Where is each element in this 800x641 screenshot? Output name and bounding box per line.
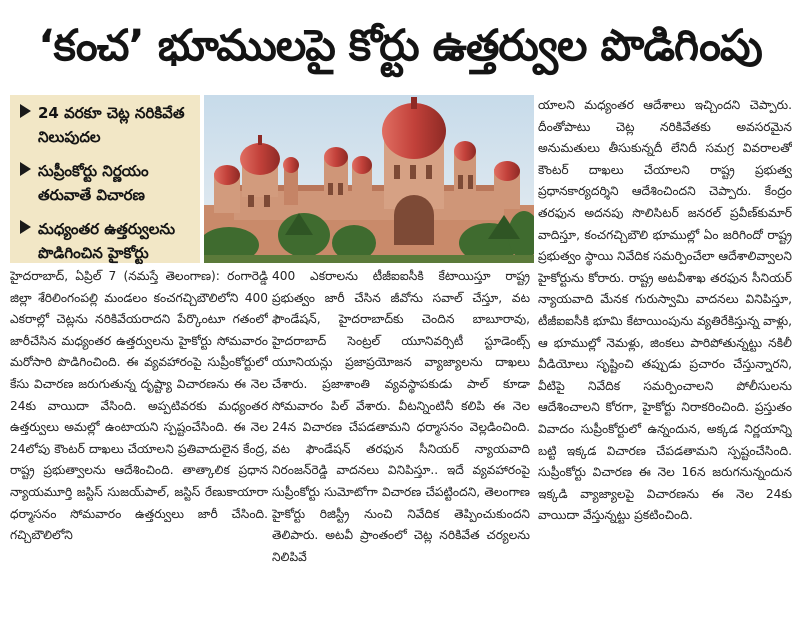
article-text: హైదరాబాద్, ఏప్రిల్ 7 (నమస్తే తెలంగాణ): రంగారెడ్డి జిల్లా శేరిలింగంపల్లి మండలం కంచగచ్చిబౌలిలోని 400 ఎకరాల్లో చెట్లను నరికివేయరాదని పేర్కొంటూ గతంలో జారీచేసిన మధ్యంతర ఉత్తర్వులను హైకోర్టు సోమవారం మరోసారి పొడిగించింది. ఈ వ్యవహారంపై సుప్రీంకోర్టులో కేసు విచారణ జరుగుతున్న దృష్ట్యా విచారణను ఈ నెల 24కు వాయిదా వేసింది. అప్పటివరకు మధ్యంతర ఉత్తర్వులు అమల్లో ఉంటాయని స్పష్టంచేసింది. ఈ నెల 24లోపు కౌంటర్ దాఖలు చేయాలని ప్రతివాదులైన కేంద్ర, రాష్ట్ర ప్రభుత్వాలను ఆదేశించింది. తాత్కాలిక ప్రధాన న్యాయమూర్తి జస్టిస్ సుజయ్‌పాల్, జస్టిస్ రేణుకాయారా ధర్మాసనం సోమవారం ఉత్తర్వులు జారీ చేసింది. గచ్చిబౌలిలోని — [10, 269, 268, 543]
high-court-photo — [204, 95, 534, 263]
triangle-bullet-icon — [20, 104, 31, 118]
highlight-text: మధ్యంతర ఉత్తర్వులను పొడిగించిన హైకోర్టు — [38, 220, 176, 262]
article-column-2 — [272, 266, 530, 638]
headline: ‘కంచ’ భూములపై కోర్టు ఉత్తర్వుల పొడిగింపు — [38, 21, 762, 71]
article-column-1 — [10, 266, 268, 638]
highlight-item — [18, 101, 196, 149]
triangle-bullet-icon — [20, 220, 31, 234]
triangle-bullet-icon — [20, 162, 31, 176]
highlight-item — [18, 159, 196, 207]
article-column-3 — [538, 95, 792, 638]
highlight-text: సుప్రీంకోర్టు నిర్ణయం తరువాతే విచారణ — [38, 162, 149, 204]
highlights-box — [10, 95, 200, 263]
highlight-text: 24 వరకూ చెట్ల నరికివేత నిలుపుదల — [38, 104, 185, 146]
article-text: 400 ఎకరాలను టీజీఐఐసీకి కేటాయిస్తూ రాష్ట్ర ప్రభుత్వం జారీ చేసిన జీవోను సవాల్ చేస్తూ, వట ఫౌండేషన్, హైదరాబాద్‌కు చెందిన బాబూరావు, హైదరాబాద్ సెంట్రల్ యూనివర్సిటీ స్టూడెంట్స్ యూనియన్లు ప్రజాప్రయోజన వ్యాజ్యాలను దాఖలు చేశారు. ప్రజాశాంతి వ్యవస్థాపకుడు పాల్ కూడా సోమవారం పిల్ వేశారు. వీటన్నింటినీ కలిపి ఈ నెల 24న విచారణ చేపడతామని ధర్మాసనం వెల్లడించింది. వట ఫౌండేషన్ తరఫున సీనియర్ న్యాయవాది నిరంజన్‌రెడ్డి వాదనలు వినిపిస్తూ.. ఇదే వ్యవహారంపై సుప్రీంకోర్టు సుమోటోగా విచారణ చేపట్టిందని, తెలంగాణ హైకోర్టు రిజిస్ట్రీ నుంచి నివేదిక తెప్పించుకుందని తెలిపారు. అటవీ ప్రాంతంలో చెట్ల నరికివేత చర్యలను నిలిపివే — [272, 269, 530, 564]
highlight-item — [18, 217, 196, 265]
high-court-building-image — [204, 95, 534, 263]
article-text: యాలని మధ్యంతర ఆదేశాలు ఇచ్చిందని చెప్పారు. దీంతోపాటు చెట్ల నరికివేతకు అవసరమైన అనుమతులు తీసుకున్నదీ లేనిదీ సమగ్ర వివరాలతో కౌంటర్ దాఖలు చేయాలని రాష్ట్ర ప్రభుత్వ ప్రధానకార్యదర్శిని ఆదేశించిందని చెప్పారు. కేంద్రం తరఫున అదనపు సొలిసిటర్ జనరల్ ప్రవీణ్‌కుమార్ వాదిస్తూ, కంచగచ్చిబౌలి భూముల్లో ఏం జరిగిందో రాష్ట్ర ప్రభుత్వం స్థాయి నివేదిక సమర్పించేలా ఆదేశాలివ్వాలని హైకోర్టును కోరారు. రాష్ట్ర అటవీశాఖ తరఫున సీనియర్ న్యాయవాది మేనక గురుస్వామి వాదనలు వినిపిస్తూ, టీజీఐఐసీకి భూమి కేటాయింపును వ్యతిరేకిస్తున్న వాళ్లు, ఆ భూముల్లో నెమళ్లు, జింకలు పారిపోతున్నట్టు నకిలీ వీడియోలు సృష్టించి తప్పుడు ప్రచారం చేస్తున్నారని, వీటిపై నివేదిక సమర్పించాలని పోలీసులను ఆదేశించాలని కోరగా, హైకోర్టు నిరాకరించింది. ప్రస్తుతం వివాదం సుప్రీంకోర్టులో ఉన్నందున, అక్కడ నిర్ణయాన్ని బట్టి ఇక్కడ విచారణ చేపడతామని స్పష్టంచేసింది. సుప్రీంకోర్టు విచారణ ఈ నెల 16న జరుగనున్నందున ఇక్కడి వ్యాజ్యాలపై విచారణను ఈ నెల 24కు వాయిదా వేస్తున్నట్టు ప్రకటించింది. — [538, 98, 792, 523]
